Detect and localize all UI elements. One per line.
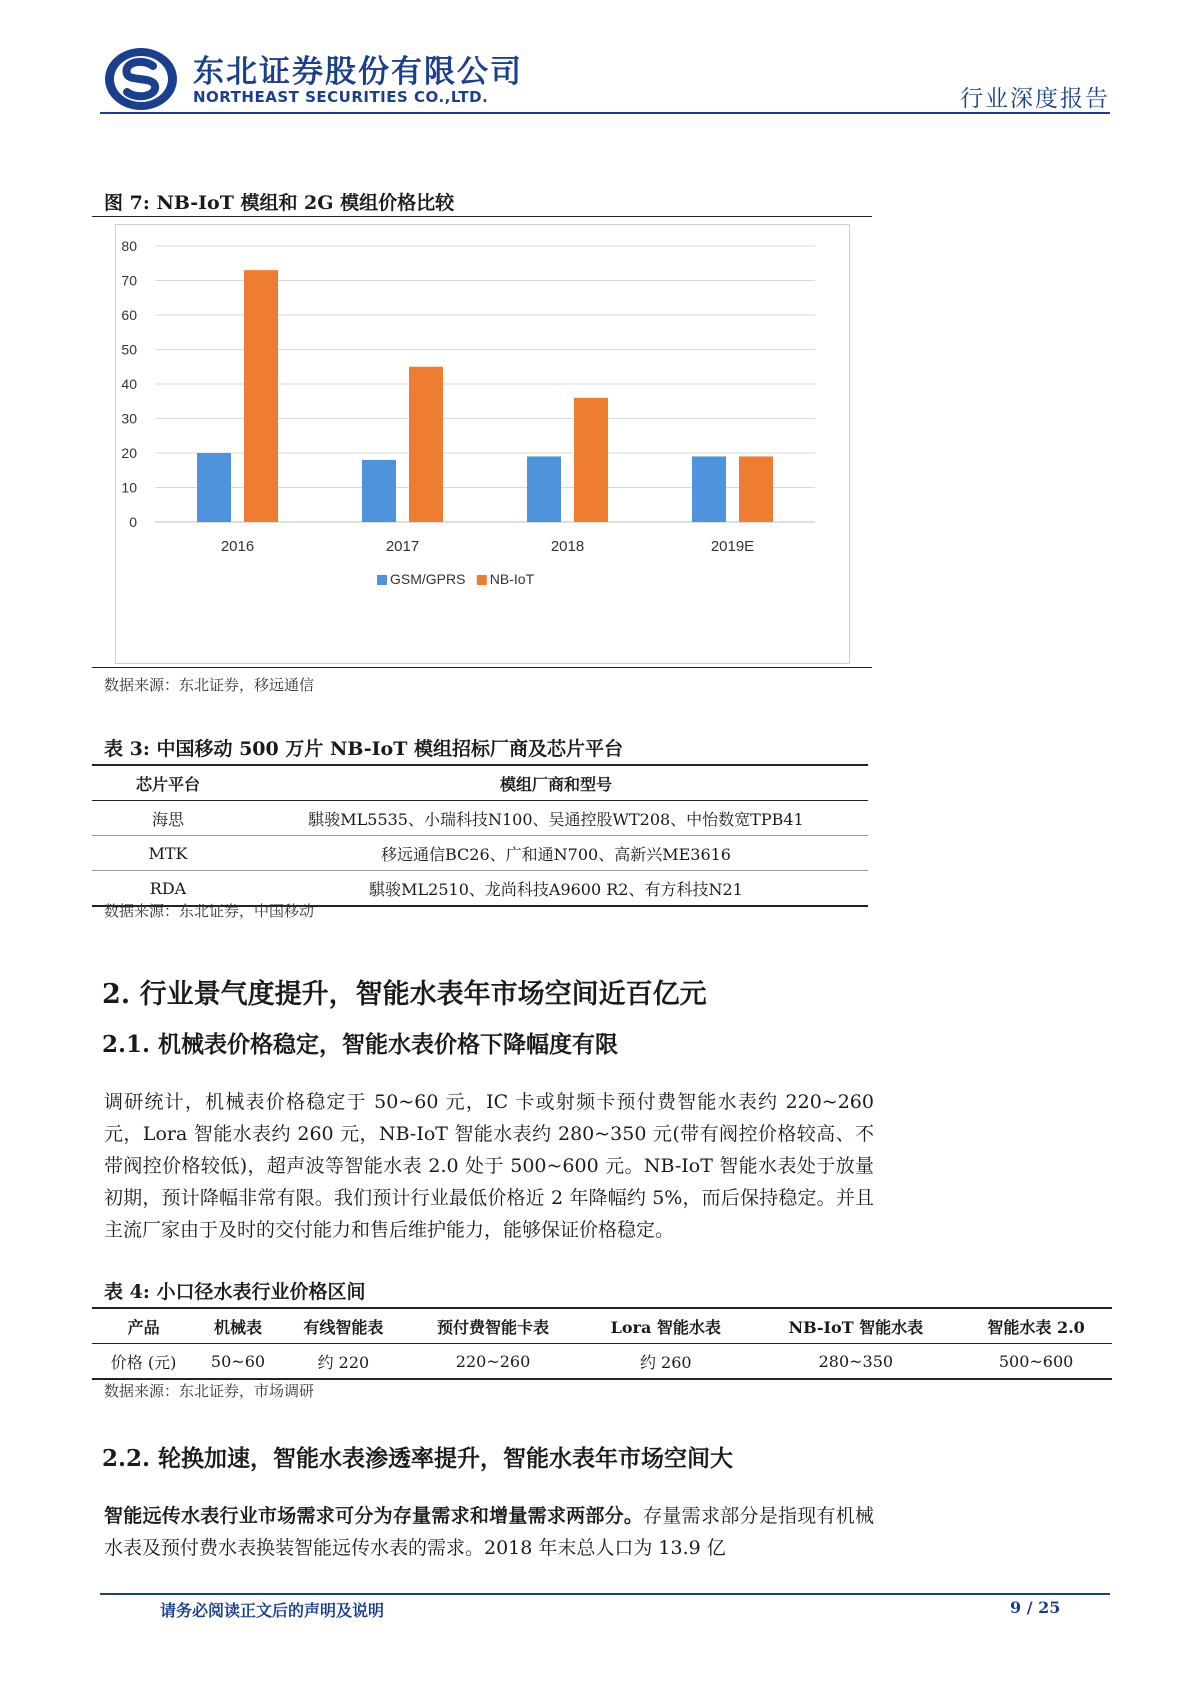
section2-heading: 2. 行业景气度提升，智能水表年市场空间近百亿元 (102, 979, 707, 1010)
y-tick-label: 30 (121, 410, 137, 427)
bar-nb-iot-2018 (574, 398, 608, 522)
company-logo-icon (103, 46, 179, 112)
table-cell: RDA (92, 871, 244, 907)
bar-gsm-gprs-2016 (197, 453, 231, 522)
table3-source: 数据来源：东北证券，中国移动 (104, 902, 315, 920)
table-cell: 騏骏ML2510、龙尚科技A9600 R2、有方科技N21 (244, 871, 868, 907)
section2-2-paragraph (104, 1500, 874, 1564)
table-header-row (92, 765, 868, 801)
table-cell: 50~60 (195, 1344, 281, 1380)
report-type-label: 行业深度报告 (960, 86, 1110, 112)
table-header-cell: NB-IoT 智能水表 (751, 1308, 960, 1344)
table-row (92, 801, 868, 836)
water-meter-price-table (92, 1307, 1112, 1380)
table-header-cell: 智能水表 2.0 (960, 1308, 1112, 1344)
figure7-caption: 图 7: NB-IoT 模组和 2G 模组价格比较 (104, 192, 455, 214)
company-name-cn: 东北证券股份有限公司 (193, 54, 523, 90)
y-tick-label: 70 (121, 272, 137, 289)
bar-gsm-gprs-2018 (527, 456, 561, 522)
footer-notice: 请务必阅读正文后的声明及说明 (160, 1601, 385, 1620)
table4-source: 数据来源：东北证券，市场调研 (104, 1382, 315, 1400)
table-header-cell: 有线智能表 (281, 1308, 406, 1344)
section2-2-heading: 2.2. 轮换加速，智能水表渗透率提升，智能水表年市场空间大 (102, 1445, 734, 1472)
y-tick-label: 40 (121, 376, 137, 392)
table-header-row (92, 1308, 1112, 1344)
table-header-cell: 预付费智能卡表 (406, 1308, 580, 1344)
table4-caption: 表 4: 小口径水表行业价格区间 (104, 1281, 366, 1303)
x-tick-label: 2019E (710, 538, 755, 555)
section2-1-heading: 2.1. 机械表价格稳定，智能水表价格下降幅度有限 (102, 1031, 619, 1058)
table-header-cell: 芯片平台 (92, 765, 244, 801)
footer-divider (100, 1593, 1110, 1595)
table-cell: 280~350 (751, 1344, 960, 1380)
x-tick-label: 2018 (550, 538, 585, 555)
bar-gsm-gprs-2017 (362, 460, 396, 522)
legend-swatch (377, 575, 387, 585)
table3-caption: 表 3: 中国移动 500 万片 NB-IoT 模组招标厂商及芯片平台 (104, 738, 623, 760)
table-cell: 约 260 (580, 1344, 751, 1380)
page-number: 9 / 25 (1010, 1598, 1061, 1617)
company-name-en: NORTHEAST SECURITIES CO.,LTD. (193, 88, 489, 106)
y-tick-label: 20 (121, 445, 137, 461)
bar-nb-iot-2016 (244, 270, 278, 522)
table-cell: 騏骏ML5535、小瑞科技N100、吴通控股WT208、中怡数宽TPB41 (244, 801, 868, 836)
table-cell: 移远通信BC26、广和通N700、高新兴ME3616 (244, 836, 868, 871)
table-cell: 220~260 (406, 1344, 580, 1380)
bar-nb-iot-2017 (409, 367, 443, 522)
figure7-source: 数据来源：东北证券，移远通信 (104, 676, 315, 694)
legend-label: NB-IoT (489, 571, 535, 587)
y-tick-label: 60 (121, 307, 137, 323)
table-row (92, 1344, 1112, 1380)
table-cell: 500~600 (960, 1344, 1112, 1380)
table-row (92, 836, 868, 871)
section2-2-body-text: 存量需求部分是指现有机械水表及预付费水表换装智能远传水表的需求。2018 年末总人口为 13.9 亿 (104, 1505, 874, 1559)
table-header-cell: 模组厂商和型号 (244, 765, 868, 801)
table-cell: 约 220 (281, 1344, 406, 1380)
y-tick-label: 0 (129, 514, 137, 530)
section2-1-paragraph: 调研统计，机械表价格稳定于 50~60 元，IC 卡或射频卡预付费智能水表约 220~260 元，Lora 智能水表约 260 元，NB-IoT 智能水表约 280~350 元(带有阀控价格较高、不带阀控价格较低)，超声波等智能水表 2.0 处于 500~600 元。NB-IoT 智能水表处于放量初期，预计降幅非常有限。我们预计行业最低价格近 2 年降幅约 5%，而后保持稳定。并且主流厂家由于及时的交付能力和售后维护能力，能够保证价格稳定。 (104, 1091, 874, 1241)
section2-2-lead-text: 智能远传水表行业市场需求可分为存量需求和增量需求两部分。 (104, 1505, 644, 1527)
y-tick-label: 10 (121, 479, 137, 496)
y-tick-label: 80 (121, 238, 137, 254)
legend-swatch (477, 575, 487, 585)
x-tick-label: 2016 (220, 538, 255, 555)
table-header-cell: 机械表 (195, 1308, 281, 1344)
bar-gsm-gprs-2019E (692, 456, 726, 522)
table-cell: 海思 (92, 801, 244, 836)
x-tick-label: 2017 (385, 538, 420, 555)
price-comparison-chart (115, 224, 848, 662)
table-cell: MTK (92, 836, 244, 871)
header-divider (100, 112, 1110, 114)
legend-label: GSM/GPRS (390, 571, 466, 587)
chip-platform-table (92, 764, 868, 907)
table-cell: 价格 (元) (92, 1344, 195, 1380)
bar-nb-iot-2019E (739, 456, 773, 522)
y-tick-label: 50 (121, 341, 137, 358)
table-header-cell: 产品 (92, 1308, 195, 1344)
table-header-cell: Lora 智能水表 (580, 1308, 751, 1344)
